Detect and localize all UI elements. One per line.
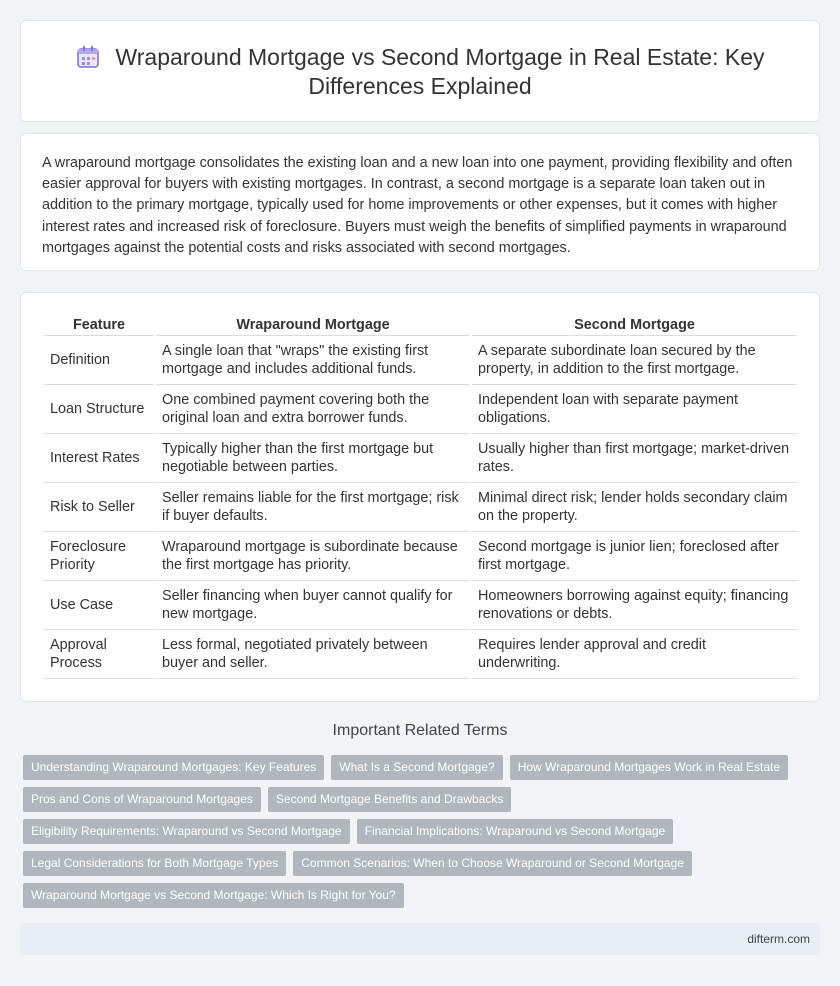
intro-card	[20, 133, 820, 271]
table-row	[44, 434, 797, 483]
wraparound-cell: A single loan that "wraps" the existing first mortgage and includes additional funds.	[156, 336, 470, 385]
related-term-link[interactable]: How Wraparound Mortgages Work in Real Estate	[510, 755, 788, 780]
footer-site[interactable]: difterm.com	[747, 932, 810, 946]
wraparound-cell: Less formal, negotiated privately between buyer and seller.	[156, 630, 470, 679]
header-second: Second Mortgage	[472, 316, 797, 336]
table-row	[44, 630, 797, 679]
table-row	[44, 581, 797, 630]
tag-row	[23, 851, 803, 876]
header-card	[20, 20, 820, 122]
table-row	[44, 336, 797, 385]
table-row	[44, 385, 797, 434]
second-cell: Usually higher than first mortgage; market-driven rates.	[472, 434, 797, 483]
second-cell: Independent loan with separate payment obligations.	[472, 385, 797, 434]
related-term-link[interactable]: What Is a Second Mortgage?	[331, 755, 502, 780]
wraparound-cell: Typically higher than the first mortgage but negotiable between parties.	[156, 434, 470, 483]
feature-cell: Definition	[44, 336, 154, 385]
related-term-link[interactable]: Financial Implications: Wraparound vs Second Mortgage	[357, 819, 674, 844]
footer-bar	[20, 923, 820, 955]
feature-cell: Foreclosure Priority	[44, 532, 154, 581]
page-title: Wraparound Mortgage vs Second Mortgage in Real Estate: Key Differences Explained	[115, 44, 765, 99]
second-cell: A separate subordinate loan secured by the property, in addition to the first mortgage.	[472, 336, 797, 385]
tag-row	[23, 883, 803, 908]
feature-cell: Loan Structure	[44, 385, 154, 434]
wraparound-cell: One combined payment covering both the original loan and extra borrower funds.	[156, 385, 470, 434]
related-term-link[interactable]: Understanding Wraparound Mortgages: Key Features	[23, 755, 324, 780]
related-term-link[interactable]: Pros and Cons of Wraparound Mortgages	[23, 787, 261, 812]
wraparound-cell: Seller remains liable for the first mortgage; risk if buyer defaults.	[156, 483, 470, 532]
table-header-row	[44, 316, 797, 336]
header-wraparound: Wraparound Mortgage	[156, 316, 470, 336]
related-term-link[interactable]: Common Scenarios: When to Choose Wraparound or Second Mortgage	[293, 851, 692, 876]
related-term-link[interactable]: Eligibility Requirements: Wraparound vs Second Mortgage	[23, 819, 350, 844]
calendar-icon	[75, 44, 101, 70]
related-term-link[interactable]: Legal Considerations for Both Mortgage Types	[23, 851, 286, 876]
feature-cell: Use Case	[44, 581, 154, 630]
comparison-table	[42, 316, 799, 679]
related-terms-title: Important Related Terms	[332, 722, 508, 739]
second-cell: Requires lender approval and credit underwriting.	[472, 630, 797, 679]
related-term-link[interactable]: Second Mortgage Benefits and Drawbacks	[268, 787, 511, 812]
related-term-link[interactable]: Wraparound Mortgage vs Second Mortgage: Which Is Right for You?	[23, 883, 404, 908]
feature-cell: Interest Rates	[44, 434, 154, 483]
feature-cell: Risk to Seller	[44, 483, 154, 532]
second-cell: Minimal direct risk; lender holds secondary claim on the property.	[472, 483, 797, 532]
header-feature: Feature	[44, 316, 154, 336]
tag-row	[23, 819, 803, 844]
table-row	[44, 532, 797, 581]
tag-row	[23, 787, 803, 812]
wraparound-cell: Seller financing when buyer cannot qualify for new mortgage.	[156, 581, 470, 630]
second-cell: Second mortgage is junior lien; foreclosed after first mortgage.	[472, 532, 797, 581]
second-cell: Homeowners borrowing against equity; financing renovations or debts.	[472, 581, 797, 630]
comparison-table-card	[20, 292, 820, 702]
wraparound-cell: Wraparound mortgage is subordinate because the first mortgage has priority.	[156, 532, 470, 581]
table-row	[44, 483, 797, 532]
related-terms-list	[23, 755, 803, 915]
intro-paragraph: A wraparound mortgage consolidates the existing loan and a new loan into one payment, providing flexibility and often easier approval for buyers with existing mortgages. In contrast, a second mortgage is a separate loan taken out in addition to the primary mortgage, typically used for home improvements or other expenses, but it comes with higher interest rates and increased risk of foreclosure. Buyers must weigh the benefits of simplified payments in wraparound mortgages against the potential costs and risks associated with second mortgages.	[42, 155, 793, 256]
page-title-wrap	[21, 43, 819, 101]
feature-cell: Approval Process	[44, 630, 154, 679]
tag-row	[23, 755, 803, 780]
